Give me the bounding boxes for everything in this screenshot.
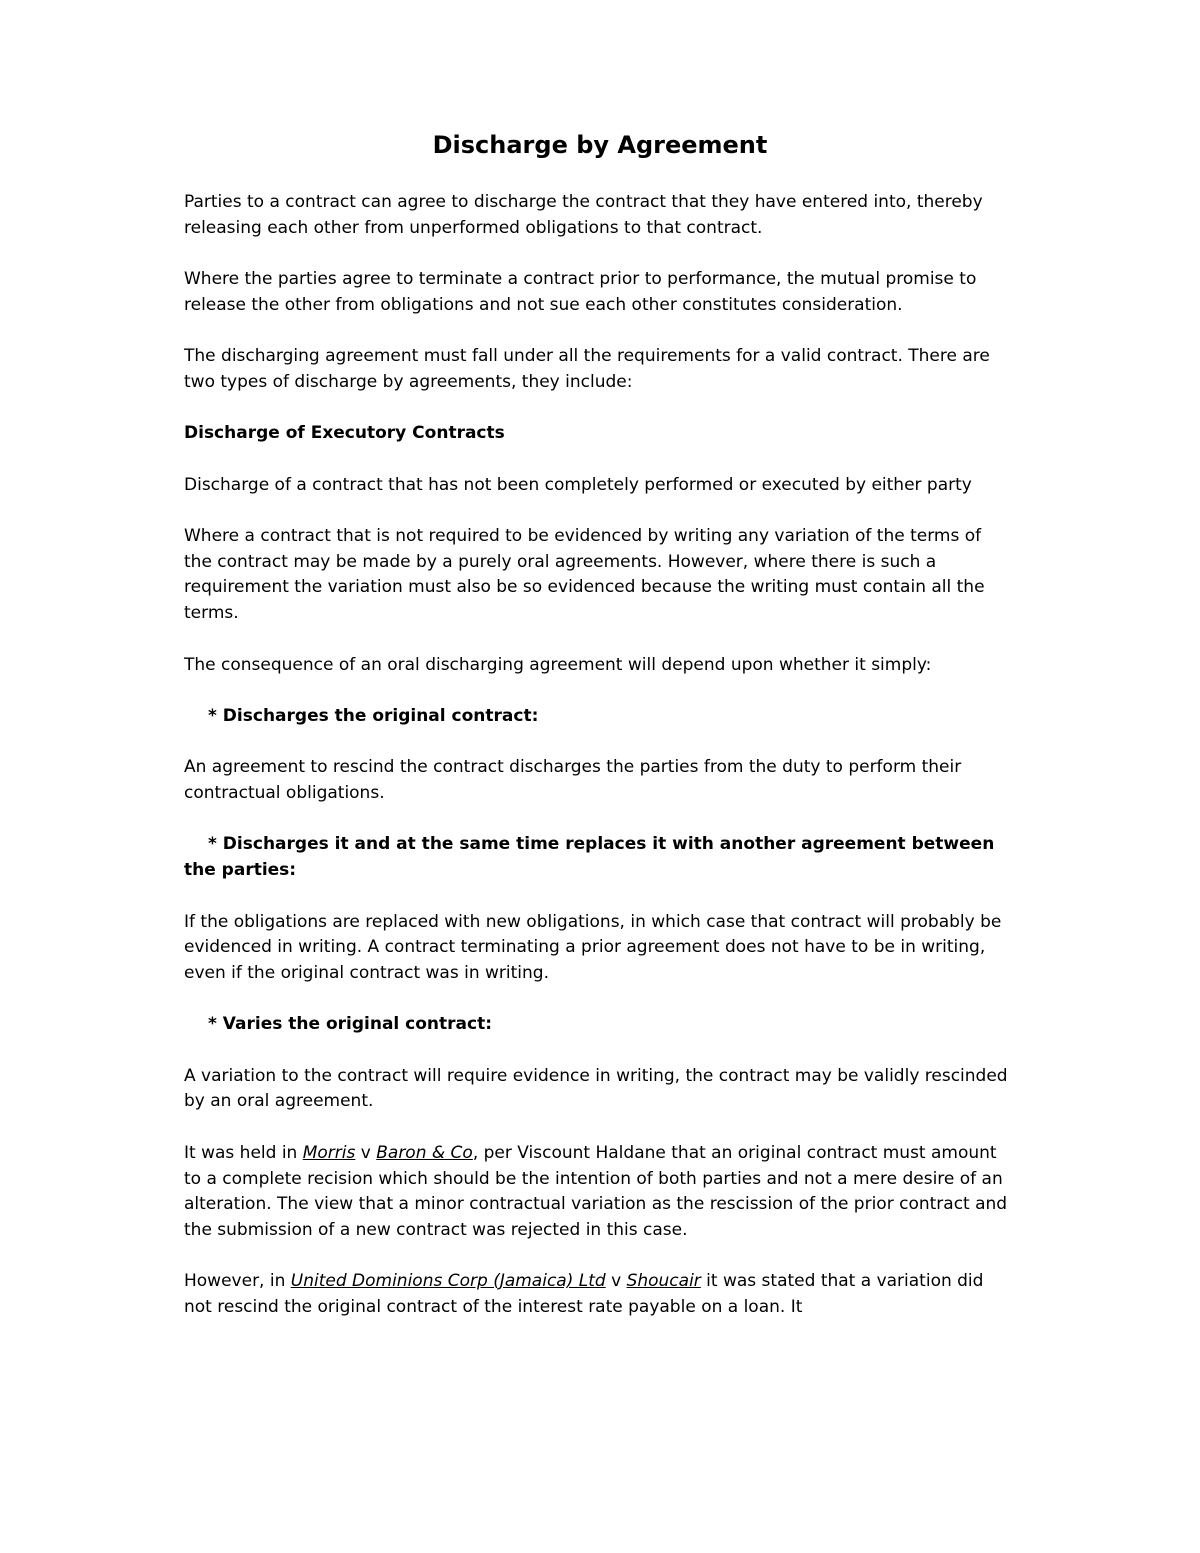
text-segment: v: [605, 1271, 627, 1292]
paragraph-variation-evidence: A variation to the contract will require evidence in writing, the contract may be validly rescinded by an oral agreement.: [184, 1065, 1008, 1112]
paragraph-united-dominions-case: [184, 1269, 1014, 1320]
page-title: Discharge by Agreement: [432, 131, 768, 159]
bullet-heading-discharges: * Discharges the original contract:: [208, 705, 539, 726]
text-segment: However, in: [184, 1271, 291, 1292]
paragraph-morris-case: [184, 1141, 1014, 1244]
paragraph-replaced-obligations: If the obligations are replaced with new obligations, in which case that contract will probably be evidenced in writing. A contract terminating a prior agreement does not have to be in writing, even if the original contract was in writing.: [184, 911, 1002, 983]
paragraph-rescind: An agreement to rescind the contract discharges the parties from the duty to perform their contractual obligations.: [184, 757, 962, 804]
case-name-baron: Baron & Co: [376, 1142, 473, 1163]
paragraph-intro: Parties to a contract can agree to discharge the contract that they have entered into, thereby releasing each other from unperformed obligations to that contract.: [184, 192, 983, 238]
paragraph-consequence: The consequence of an oral discharging agreement will depend upon whether it simply:: [184, 654, 932, 675]
paragraph-mutual-promise: Where the parties agree to terminate a contract prior to performance, the mutual promise to release the other from obligations and not sue each other constitutes consideration.: [184, 269, 977, 315]
bullet-heading-varies: * Varies the original contract:: [208, 1014, 493, 1035]
text-segment: It was held in: [184, 1142, 303, 1163]
case-name-shoucair: Shoucair: [626, 1271, 701, 1292]
text-segment: it was stated that a variation did not rescind the original contract of the interest rate payable on a loan. It: [184, 1271, 984, 1318]
case-name-united-dominions: United Dominions Corp (Jamaica) Ltd: [290, 1271, 606, 1292]
text-segment: , per Viscount Haldane that an original contract must amount to a complete recision which should be the intention of both parties and not a mere desire of an alteration. The view that a minor contractual variation as the rescission of the prior contract and the submission of a new contract was rejected in this case.: [184, 1142, 1008, 1240]
bullet-heading-replaces: * Discharges it and at the same time replaces it with another agreement between the parties:: [184, 834, 995, 881]
paragraph-requirements: The discharging agreement must fall under all the requirements for a valid contract. There are two types of discharge by agreements, they include:: [184, 346, 990, 392]
paragraph-oral-variation: Where a contract that is not required to be evidenced by writing any variation of the terms of the contract may be made by a purely oral agreements. However, where there is such a requirement the variation must also be so evidenced because the writing must contain all the terms.: [184, 526, 985, 624]
paragraph-executory-definition: Discharge of a contract that has not been completely performed or executed by either party: [184, 474, 972, 495]
section-heading-executory: Discharge of Executory Contracts: [184, 423, 505, 444]
case-name-morris: Morris: [302, 1142, 356, 1163]
document-body: [184, 190, 1014, 1346]
text-segment: v: [355, 1142, 377, 1163]
